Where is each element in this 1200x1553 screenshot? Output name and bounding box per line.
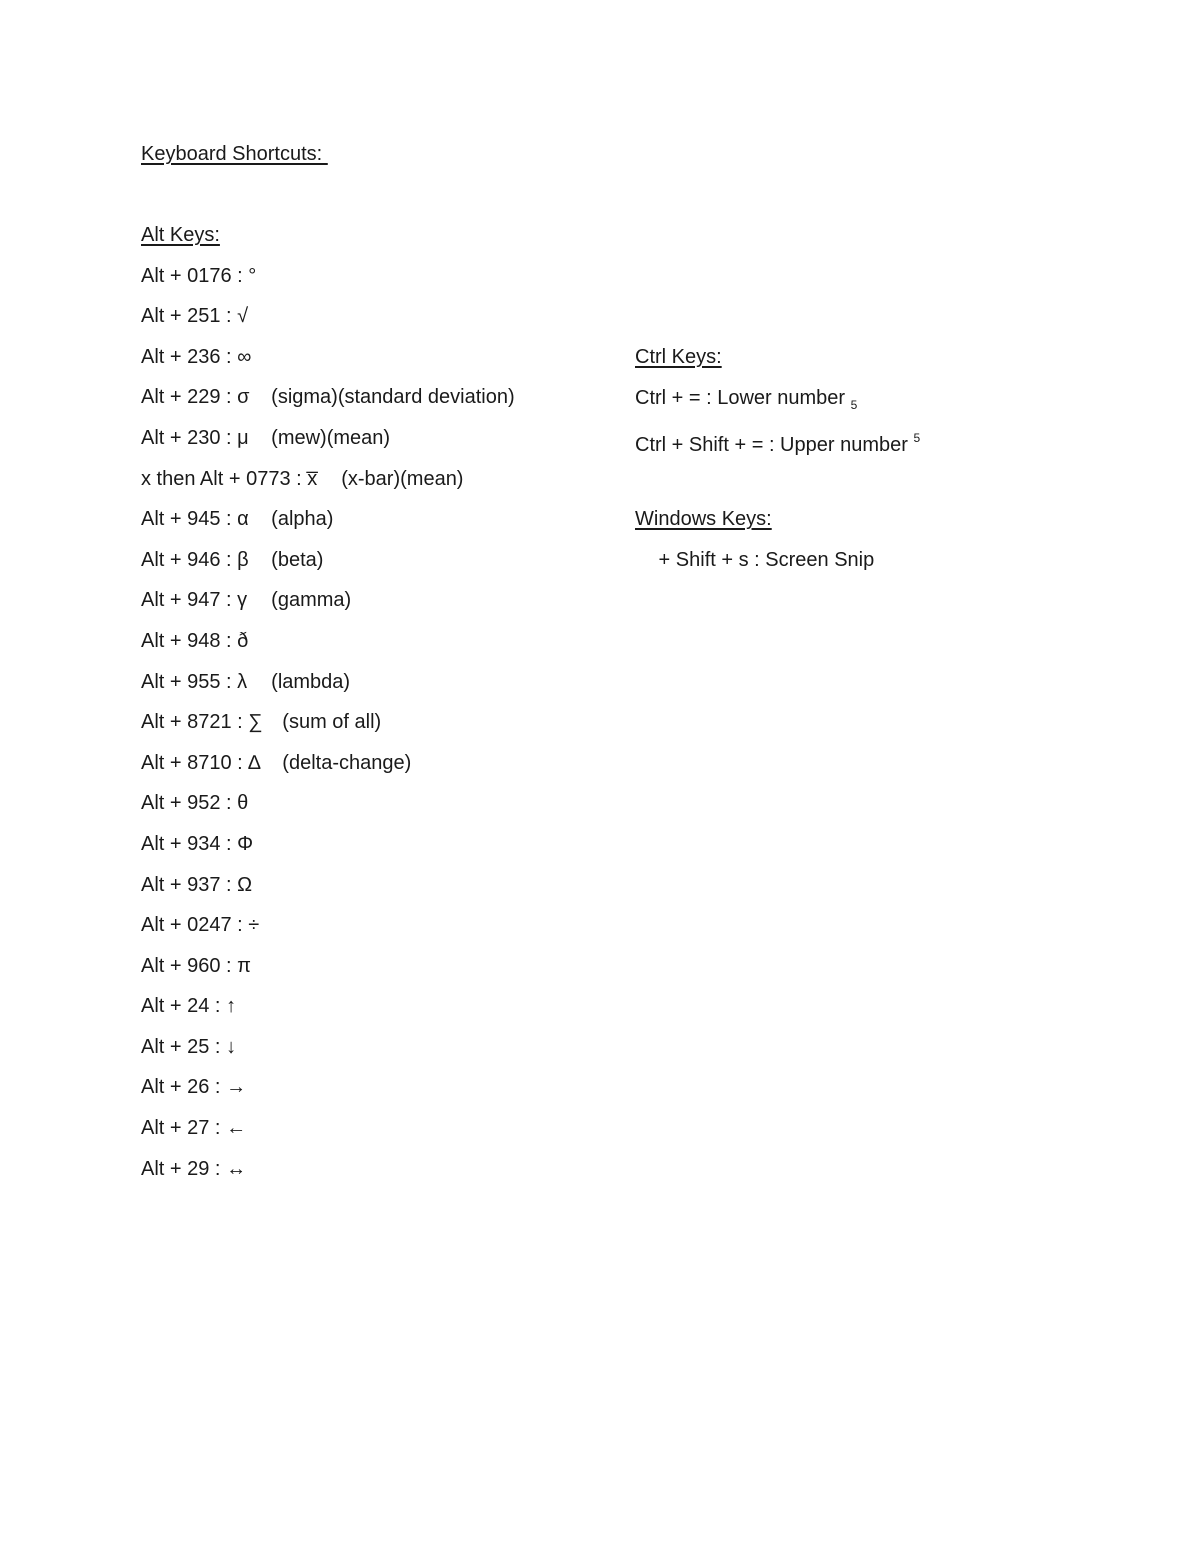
shortcut-note: (gamma) (271, 589, 352, 612)
ctrl-keys-heading: Ctrl Keys: (635, 346, 722, 368)
shortcut-key: Alt + 8710 : (141, 751, 249, 774)
shortcut-note: (delta-change) (282, 751, 412, 774)
shortcut-symbol: σ (237, 386, 250, 409)
shortcut-symbol: ∑ (248, 711, 263, 734)
shortcut-symbol: ← (226, 1117, 247, 1140)
shortcut-symbol: ∆ (248, 751, 261, 774)
shortcut-row (141, 709, 515, 750)
windows-logo-icon (635, 549, 653, 567)
ctrl-lower-number-text: Ctrl + = : Lower number (635, 386, 851, 409)
ctrl-lower-number-line (635, 385, 920, 426)
shortcut-symbol: μ (237, 426, 249, 449)
windows-keys-heading: Windows Keys: (635, 508, 772, 531)
shortcut-key: Alt + 236 : (141, 345, 238, 368)
shortcut-row (141, 993, 515, 1034)
shortcut-key: Alt + 934 : (141, 832, 238, 855)
shortcut-row (141, 344, 515, 385)
shortcut-note: (alpha) (271, 508, 334, 531)
shortcut-symbol: ↑ (226, 995, 237, 1018)
shortcut-key: Alt + 946 : (141, 548, 238, 571)
ctrl-windows-column (635, 344, 920, 588)
shortcut-key: Alt + 24 : (141, 995, 227, 1018)
shortcut-row (141, 750, 515, 791)
shortcut-symbol: x̅ (307, 467, 318, 490)
shortcut-symbol: ↔ (226, 1157, 247, 1180)
shortcut-symbol: γ (237, 589, 248, 612)
ctrl-upper-number-text: Ctrl + Shift + = : Upper number (635, 434, 914, 457)
shortcut-key: Alt + 0176 : (141, 264, 249, 287)
shortcut-symbol: → (226, 1076, 247, 1099)
shortcut-row (141, 263, 515, 304)
screen-snip-text: + Shift + s : Screen Snip (653, 548, 875, 571)
shortcut-row (141, 466, 515, 507)
shortcut-note: (beta) (271, 548, 324, 571)
shortcut-key: Alt + 947 : (141, 589, 238, 612)
shortcut-note: (x-bar)(mean) (341, 467, 464, 490)
shortcut-key: Alt + 29 : (141, 1157, 227, 1180)
shortcut-row (141, 790, 515, 831)
shortcut-row (141, 303, 515, 344)
shortcut-row (141, 669, 515, 710)
shortcut-key: Alt + 230 : (141, 426, 238, 449)
shortcut-key: Alt + 251 : (141, 305, 238, 328)
shortcut-key: Alt + 937 : (141, 873, 238, 896)
shortcut-key: Alt + 25 : (141, 1035, 227, 1058)
shortcut-row (141, 912, 515, 953)
shortcut-key: x then Alt + 0773 : (141, 467, 308, 490)
alt-keys-column (141, 222, 515, 1196)
superscript-example: 5 (913, 431, 921, 446)
shortcut-key: Alt + 229 : (141, 386, 238, 409)
shortcut-row (141, 587, 515, 628)
shortcut-symbol: β (237, 548, 249, 571)
shortcut-row (141, 425, 515, 466)
shortcut-row (141, 953, 515, 994)
shortcut-key: Alt + 26 : (141, 1076, 227, 1099)
shortcut-symbol: ÷ (248, 914, 260, 937)
shortcut-symbol: Ω (237, 873, 253, 896)
shortcut-key: Alt + 27 : (141, 1117, 227, 1140)
shortcut-key: Alt + 952 : (141, 792, 238, 815)
shortcut-key: Alt + 948 : (141, 629, 238, 652)
page-title: Keyboard Shortcuts: (141, 143, 328, 165)
shortcut-note: (lambda) (271, 670, 351, 693)
shortcut-row (141, 547, 515, 588)
shortcut-symbol: ∞ (237, 345, 252, 368)
shortcut-row (141, 384, 515, 425)
shortcut-row (141, 1115, 515, 1156)
subscript-example: 5 (850, 397, 858, 412)
alt-keys-list (141, 263, 515, 1197)
shortcut-symbol: ↓ (226, 1035, 237, 1058)
shortcut-symbol: π (237, 954, 251, 977)
screen-snip-line (635, 547, 920, 588)
shortcut-row (141, 831, 515, 872)
shortcut-row (141, 506, 515, 547)
shortcut-symbol: ð (237, 629, 249, 652)
shortcut-row (141, 1034, 515, 1075)
shortcut-symbol: θ (237, 792, 249, 815)
shortcut-row (141, 1156, 515, 1197)
section-spacer (635, 466, 920, 507)
shortcut-symbol: ° (248, 264, 257, 287)
shortcut-key: Alt + 0247 : (141, 914, 249, 937)
shortcut-symbol: Φ (237, 832, 254, 855)
shortcut-key: Alt + 955 : (141, 670, 238, 693)
shortcut-key: Alt + 945 : (141, 508, 238, 531)
alt-keys-heading: Alt Keys: (141, 224, 220, 246)
shortcut-symbol: λ (237, 670, 248, 693)
shortcut-row (141, 628, 515, 669)
shortcut-key: Alt + 8721 : (141, 711, 249, 734)
shortcut-symbol: α (237, 508, 249, 531)
shortcut-note: (sigma)(standard deviation) (271, 386, 515, 409)
ctrl-upper-number-line (635, 425, 920, 466)
shortcut-symbol: √ (237, 305, 249, 328)
shortcut-key: Alt + 960 : (141, 954, 238, 977)
shortcut-note: (mew)(mean) (271, 426, 391, 449)
shortcut-row (141, 872, 515, 913)
shortcut-row (141, 1074, 515, 1115)
shortcut-note: (sum of all) (282, 711, 382, 734)
